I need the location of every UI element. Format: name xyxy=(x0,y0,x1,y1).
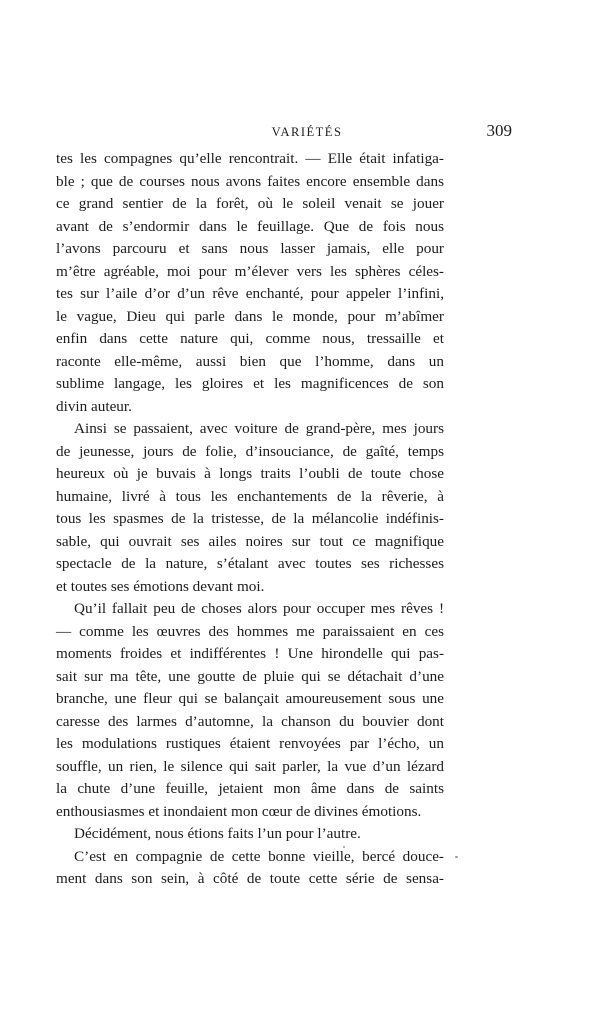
text-line: tous les spasmes de la tristesse, de la mélancolie indéfinis- xyxy=(56,510,444,527)
paragraph-end-line: et toutes ses émotions devant moi. xyxy=(56,577,265,595)
text-line: le vague, Dieu qui parle dans le monde, pour m’abîmer xyxy=(56,307,444,325)
text-line: tes sur l’aile d’or d’un rêve enchanté, pour appeler l’infini, xyxy=(56,285,444,302)
text-line: humaine, livré à tous les enchantements de la rêverie, à xyxy=(56,487,444,505)
text-line: — comme les œuvres des hommes me paraissaient en ces xyxy=(56,622,444,640)
text-line: sable, qui ouvrait ses ailes noires sur tout ce magnifique xyxy=(56,532,444,550)
text-line: tes les compagnes qu’elle rencontrait. — Elle était infatiga- xyxy=(56,150,444,167)
text-line: enfin dans cette nature qui, comme nous, tressaille et xyxy=(56,330,444,347)
text-line: moments froides et indifférentes ! Une hirondelle qui pas- xyxy=(56,645,444,662)
page-number: 309 xyxy=(486,121,512,140)
text-line: les modulations rustiques étaient renvoyées par l’écho, un xyxy=(56,735,444,752)
text-line: de jeunesse, jours de folie, d’insouciance, de gaîté, temps xyxy=(56,442,444,460)
text-line: la chute d’une feuille, jetaient mon âme dans de saints xyxy=(56,780,444,797)
paragraph-first-line: Ainsi se passaient, avec voiture de grand-père, mes jours xyxy=(74,420,444,437)
text-line: ment dans son sein, à côté de toute cette série de sensa- xyxy=(56,870,444,887)
text-line: souffle, un rien, le silence qui sait parler, la vue d’un lézard xyxy=(56,757,444,775)
text-line: sublime langage, les gloires et les magnificences de son xyxy=(56,375,444,392)
paragraph-single-line: Décidément, nous étions faits l’un pour l’autre. xyxy=(74,825,361,842)
text-line: caresse des larmes d’automne, la chanson du bouvier dont xyxy=(56,712,444,730)
paragraph-end-line: enthousiasmes et inondaient mon cœur de divines émotions. xyxy=(56,802,422,820)
running-head xyxy=(56,121,558,143)
running-title: VARIÉTÉS xyxy=(271,125,343,139)
text-line: m’être agréable, moi pour m’élever vers les sphères céles- xyxy=(56,262,444,280)
paragraph-end-line: divin auteur. xyxy=(56,397,132,415)
text-line: ble ; que de courses nous avons faites encore ensemble dans xyxy=(56,172,444,190)
paragraph-first-line: Qu’il fallait peu de choses alors pour occuper mes rêves ! xyxy=(74,600,444,617)
body-text xyxy=(56,148,444,891)
text-line: heureux où je buvais à longs traits l’oubli de toute chose xyxy=(56,465,444,482)
text-line: raconte elle-même, aussi bien que l’homme, dans un xyxy=(56,352,444,370)
text-line: avant de s’endormir dans le feuillage. Que de fois nous xyxy=(56,217,444,235)
text-line: spectacle de la nature, s’étalant avec toutes ses richesses xyxy=(56,555,444,572)
paper-speck xyxy=(455,856,458,858)
text-line: l’avons parcouru et sans nous lasser jamais, elle pour xyxy=(56,240,444,257)
text-line: branche, une fleur qui se balançait amoureusement sous une xyxy=(56,690,444,707)
paper-speck xyxy=(343,846,345,848)
text-line: sait sur ma tête, une goutte de pluie qui se détachait d’une xyxy=(56,667,444,685)
text-line: ce grand sentier de la forêt, où le soleil venait se jouer xyxy=(56,195,444,212)
paragraph-first-line: C’est en compagnie de cette bonne vieille, bercé douce- xyxy=(74,847,444,865)
